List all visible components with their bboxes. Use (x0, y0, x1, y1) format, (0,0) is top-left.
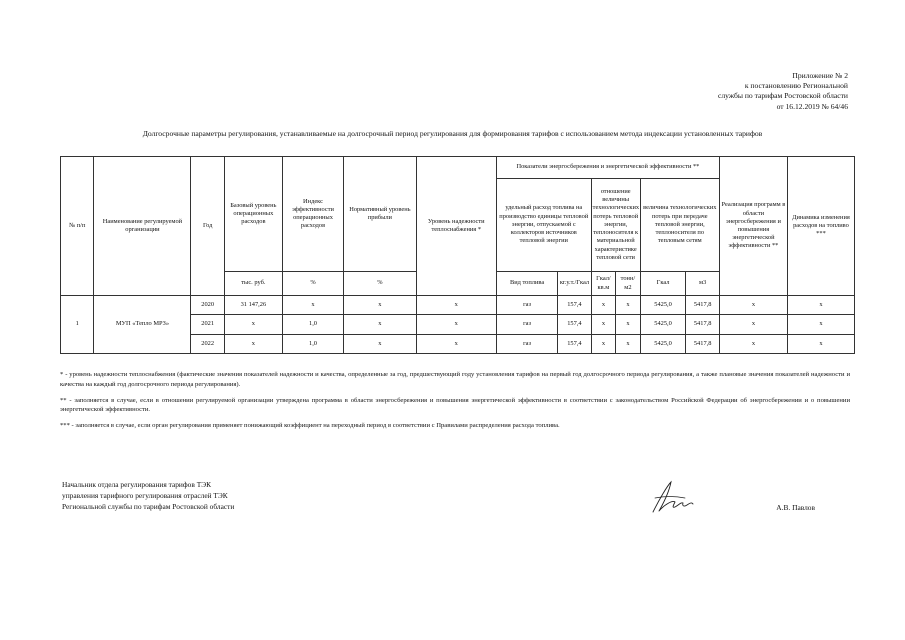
unit-ton-m: тонн/м2 (616, 272, 641, 296)
footnote-1: * - уровень надежности теплоснабжения (фактические значения показателей надежности и качества, определенные за год, предшествующий году установления тарифов на первый год долгосрочного периода регулирования, а также плановые значения показателей надежности и качества на каждый год долгосрочного периода регулирования). (60, 371, 850, 388)
cell-fuel: 157,4 (558, 335, 591, 354)
cell-reliability: х (416, 315, 496, 335)
document-title: Долгосрочные параметры регулирования, устанавливаемые на долгосрочный период регулирования для формирования тарифов с использованием метода индексации установленных тарифов (142, 129, 763, 138)
position-line: Региональной службы по тарифам Ростовской области (62, 502, 235, 511)
cell-gcal: 5425,0 (640, 315, 686, 335)
cell-fuel: 157,4 (558, 296, 591, 315)
cell-base: х (224, 315, 282, 335)
unit-base: тыс. руб. (224, 272, 282, 296)
unit-m3: м3 (686, 272, 720, 296)
cell-year: 2020 (191, 296, 224, 315)
cell-m3: 5417,8 (686, 335, 720, 354)
header-org: Наименование регулируемой организации (94, 157, 191, 296)
cell-m3: 5417,8 (686, 296, 720, 315)
header-num: № п/п (61, 157, 94, 296)
cell-ton-m: х (616, 335, 641, 354)
org-name: МУП «Тепло МРЗ» (94, 296, 191, 354)
header-reliability: Уровень надежности теплоснабжения * (416, 157, 496, 296)
cell-fuel-type: газ (496, 315, 557, 335)
footnote-2: ** - заполняется в случае, если в отношении регулируемой организации утверждена программа в области энергосбережения и повышения энергетической эффективности в соответствии с законодательством Российской Федерации об энергосбережении и о повышении энергетической эффективности. (60, 396, 850, 414)
cell-reliability: х (416, 335, 496, 354)
unit-fuel-type: Вид топлива (496, 272, 557, 296)
header-loss-value: величина технологических потерь при передаче тепловой энергии, теплоносителя по тепловым сетям (640, 179, 719, 272)
cell-dynamics: х (787, 296, 854, 315)
header-energy-group: Показатели энергосбережения и энергетической эффективности ** (496, 157, 719, 179)
cell-gcal: 5425,0 (640, 335, 686, 354)
handwritten-signature (645, 478, 695, 518)
cell-gcal-m: х (591, 296, 616, 315)
cell-ton-m: х (616, 315, 641, 335)
position-line: управления тарифного регулирования отраслей ТЭК (62, 491, 228, 500)
footnote-3: *** - заполняется в случае, если орган регулирования применяет понижающий коэффициент на переходный период в соответствии с Правилами распределения расхода топлива. (60, 422, 560, 430)
appendix-block (718, 71, 848, 112)
header-base: Базовый уровень операционных расходов (224, 157, 282, 272)
unit-gcal: Гкал (640, 272, 686, 296)
appendix-line: от 16.12.2019 № 64/46 (776, 101, 848, 111)
appendix-line: службы по тарифам Ростовской области (717, 91, 848, 101)
cell-year: 2021 (191, 315, 224, 335)
org-number: 1 (61, 296, 94, 354)
signatory-position (62, 479, 234, 512)
appendix-line: Приложение № 2 (792, 71, 848, 80)
cell-gcal-m: х (591, 315, 616, 335)
header-year: Год (191, 157, 224, 296)
appendix-line: к постановлению Региональной (744, 81, 848, 91)
cell-gcal: 5425,0 (640, 296, 686, 315)
unit-fuel: кг.у.т./Гкал (558, 272, 591, 296)
header-index: Индекс эффективности операционных расходов (282, 157, 343, 272)
header-loss-ratio: отношение величины технологических потерь тепловой энергии, теплоносителя к материальной характеристике тепловой сети (591, 179, 640, 272)
table-row (61, 296, 855, 315)
signer-name: А.В. Павлов (776, 503, 815, 512)
header-profit: Нормативный уровень прибыли (344, 157, 416, 272)
unit-gcal-m: Гкал/кв.м (591, 272, 616, 296)
cell-index: 1,0 (282, 315, 343, 335)
cell-profit: х (344, 315, 416, 335)
header-fuel: удельный расход топлива на производство единицы тепловой энергии, отпускаемой с коллекторов источников тепловой энергии (496, 179, 591, 272)
cell-m3: 5417,8 (686, 315, 720, 335)
cell-fuel-type: газ (496, 296, 557, 315)
header-program: Реализация программ в области энергосбережения и повышения энергетической эффективности ** (719, 157, 787, 296)
cell-profit: х (344, 335, 416, 354)
position-line: Начальник отдела регулирования тарифов ТЭК (62, 480, 212, 489)
cell-index: х (282, 296, 343, 315)
cell-program: х (719, 296, 787, 315)
cell-fuel: 157,4 (558, 315, 591, 335)
cell-reliability: х (416, 296, 496, 315)
cell-ton-m: х (616, 296, 641, 315)
cell-index: 1,0 (282, 335, 343, 354)
cell-base: х (224, 335, 282, 354)
cell-dynamics: х (787, 315, 854, 335)
parameters-table (60, 156, 855, 354)
cell-profit: х (344, 296, 416, 315)
unit-profit: % (344, 272, 416, 296)
unit-index: % (282, 272, 343, 296)
cell-dynamics: х (787, 335, 854, 354)
cell-fuel-type: газ (496, 335, 557, 354)
header-dynamics: Динамика изменения расходов на топливо *** (787, 157, 854, 296)
cell-base: 31 147,26 (224, 296, 282, 315)
cell-year: 2022 (191, 335, 224, 354)
cell-gcal-m: х (591, 335, 616, 354)
cell-program: х (719, 335, 787, 354)
footnotes (60, 370, 850, 437)
cell-program: х (719, 315, 787, 335)
